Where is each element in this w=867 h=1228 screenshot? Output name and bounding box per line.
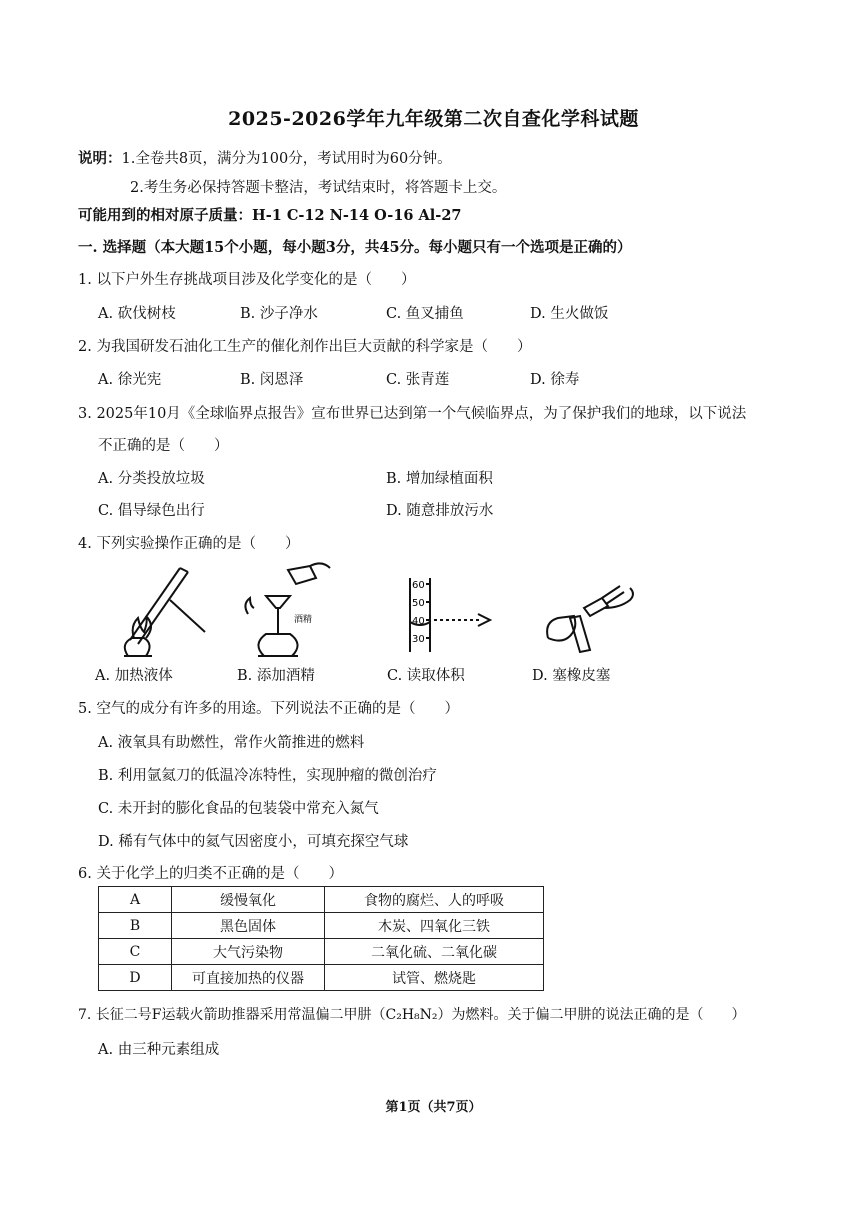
instructions-label: 说明：: [78, 150, 122, 167]
q5-option-a: A. 液氧具有助燃性，常作火箭推进的燃料: [98, 735, 365, 751]
cylinder-tick-40: 40: [412, 616, 425, 627]
table-cell: 试管、燃烧匙: [325, 965, 544, 991]
question-2-stem: 2. 为我国研发石油化工生产的催化剂作出巨大贡献的科学家是（ ）: [78, 339, 532, 355]
question-1-stem: 1. 以下户外生存挑战项目涉及化学变化的是（ ）: [78, 272, 416, 288]
q5-option-b: B. 利用氩氦刀的低温冷冻特性，实现肿瘤的微创治疗: [98, 768, 437, 784]
q4-caption-a: A. 加热液体: [95, 668, 173, 684]
q6-classification-table: [98, 886, 544, 991]
table-cell: B: [99, 913, 172, 939]
instruction-item-2: 2.考生务必保持答题卡整洁，考试结束时，将答题卡上交。: [130, 180, 507, 196]
table-cell: 二氧化硫、二氧化碳: [325, 939, 544, 965]
figure-b-adding-alcohol: [238, 560, 338, 660]
table-cell: A: [99, 887, 172, 913]
question-7-stem: 7. 长征二号F运载火箭助推器采用常温偏二甲肼（C₂H₈N₂）为燃料。关于偏二甲肼的说法正确的是（ ）: [78, 1007, 746, 1023]
instructions-line-1: [78, 147, 452, 168]
q2-option-a: A. 徐光宪: [98, 372, 162, 388]
q1-option-d: D. 生火做饭: [530, 306, 609, 322]
figure-c-reading-volume: [400, 574, 510, 654]
q7-option-a: A. 由三种元素组成: [98, 1042, 220, 1058]
table-cell: 可直接加热的仪器: [172, 965, 325, 991]
table-cell: 黑色固体: [172, 913, 325, 939]
q5-option-c: C. 未开封的膨化食品的包装袋中常充入氮气: [98, 801, 379, 817]
table-cell: 木炭、四氧化三铁: [325, 913, 544, 939]
q4-caption-b: B. 添加酒精: [237, 668, 315, 684]
q1-option-c: C. 鱼叉捕鱼: [386, 306, 464, 322]
q2-option-d: D. 徐寿: [530, 372, 580, 388]
q2-option-b: B. 闵恩泽: [240, 372, 304, 388]
table-row: [99, 939, 544, 965]
table-row: [99, 887, 544, 913]
q3-option-b: B. 增加绿植面积: [386, 471, 493, 487]
question-6-stem: 6. 关于化学上的归类不正确的是（ ）: [78, 866, 343, 882]
q4-caption-c: C. 读取体积: [387, 668, 465, 684]
q5-option-d: D. 稀有气体中的氦气因密度小，可填充探空气球: [98, 834, 409, 850]
q1-option-b: B. 沙子净水: [240, 306, 318, 322]
q2-option-c: C. 张青莲: [386, 372, 450, 388]
figure-d-inserting-stopper: [540, 578, 650, 658]
q3-option-a: A. 分类投放垃圾: [98, 471, 205, 487]
question-5-stem: 5. 空气的成分有许多的用途。下列说法不正确的是（ ）: [78, 701, 459, 717]
figure-b-alcohol-label: 酒精: [294, 615, 313, 625]
figure-a-heating-liquid: [110, 560, 210, 660]
exam-title: 2025-2026学年九年级第二次自查化学科试题: [228, 108, 639, 130]
table-cell: 食物的腐烂、人的呼吸: [325, 887, 544, 913]
question-3-stem-line-1: 3. 2025年10月《全球临界点报告》宣布世界已达到第一个气候临界点，为了保护我们的地球，以下说法: [78, 406, 747, 422]
q1-option-a: A. 砍伐树枝: [98, 306, 176, 322]
atomic-mass-line: 可能用到的相对原子质量：H-1 C-12 N-14 O-16 Al-27: [78, 207, 462, 224]
section-heading: 一. 选择题（本大题15个小题，每小题3分，共45分。每小题只有一个选项是正确的）: [78, 239, 632, 256]
instruction-item-1: 1.全卷共8页，满分为100分，考试用时为60分钟。: [121, 151, 452, 167]
table-cell: D: [99, 965, 172, 991]
table-cell: 缓慢氧化: [172, 887, 325, 913]
table-cell: 大气污染物: [172, 939, 325, 965]
table-row: [99, 965, 544, 991]
q3-option-c: C. 倡导绿色出行: [98, 503, 205, 519]
q3-option-d: D. 随意排放污水: [386, 503, 494, 519]
question-4-stem: 4. 下列实验操作正确的是（ ）: [78, 536, 300, 552]
q4-caption-d: D. 塞橡皮塞: [532, 668, 611, 684]
cylinder-tick-60: 60: [412, 580, 425, 591]
page-number: 第1页（共7页）: [385, 1100, 482, 1115]
table-row: [99, 913, 544, 939]
question-3-stem-line-2: 不正确的是（ ）: [98, 438, 229, 454]
cylinder-tick-30: 30: [412, 634, 425, 645]
cylinder-tick-50: 50: [412, 598, 425, 609]
table-cell: C: [99, 939, 172, 965]
